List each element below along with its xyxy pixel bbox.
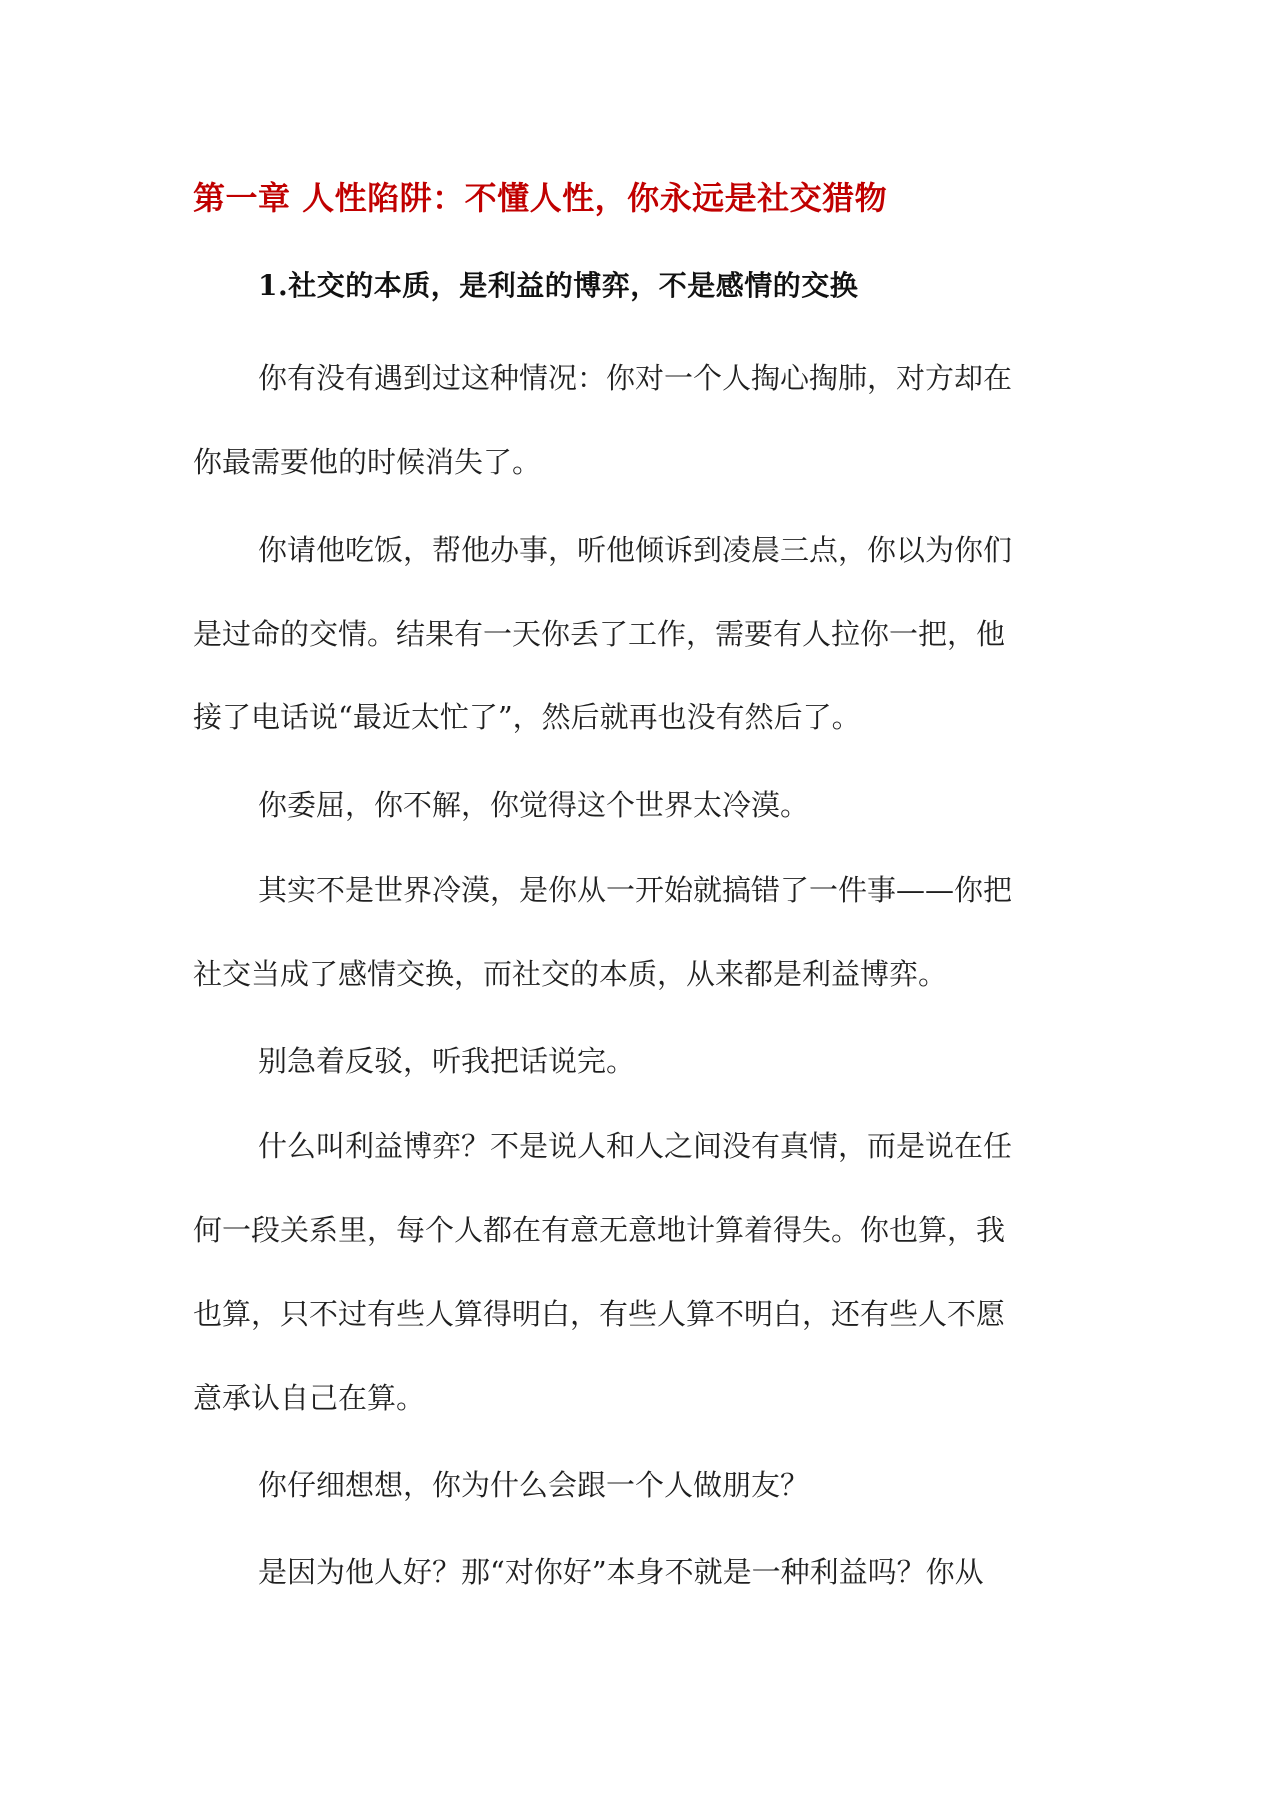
paragraph-5-line-1: 别急着反驳，听我把话说完。 xyxy=(258,1044,636,1078)
section-title: 1.社交的本质，是利益的博弈，不是感情的交换 xyxy=(258,269,859,302)
chapter-title: 第一章 人性陷阱：不懂人性，你永远是社交猎物 xyxy=(193,179,888,217)
paragraph-6-line-1: 什么叫利益博弈？不是说人和人之间没有真情，而是说在任 xyxy=(258,1129,1013,1163)
paragraph-8-line-1: 是因为他人好？那“对你好”本身不就是一种利益吗？你从 xyxy=(258,1555,984,1589)
paragraph-4-line-2: 社交当成了感情交换，而社交的本质，从来都是利益博弈。 xyxy=(193,957,948,991)
paragraph-1-line-2: 你最需要他的时候消失了。 xyxy=(193,445,542,479)
paragraph-6-line-4: 意承认自己在算。 xyxy=(193,1381,426,1415)
paragraph-3-line-1: 你委屈，你不解，你觉得这个世界太冷漠。 xyxy=(258,788,810,822)
paragraph-2-line-2: 是过命的交情。结果有一天你丢了工作，需要有人拉你一把，他 xyxy=(193,617,1006,651)
paragraph-6-line-2: 何一段关系里，每个人都在有意无意地计算着得失。你也算，我 xyxy=(193,1213,1006,1247)
paragraph-4-line-1: 其实不是世界冷漠，是你从一开始就搞错了一件事——你把 xyxy=(258,873,1013,907)
paragraph-1-line-1: 你有没有遇到过这种情况：你对一个人掏心掏肺，对方却在 xyxy=(258,361,1013,395)
paragraph-2-line-3: 接了电话说“最近太忙了”，然后就再也没有然后了。 xyxy=(193,700,861,734)
paragraph-6-line-3: 也算，只不过有些人算得明白，有些人算不明白，还有些人不愿 xyxy=(193,1297,1006,1331)
paragraph-7-line-1: 你仔细想想，你为什么会跟一个人做朋友？ xyxy=(258,1468,810,1502)
paragraph-2-line-1: 你请他吃饭，帮他办事，听他倾诉到凌晨三点，你以为你们 xyxy=(258,533,1013,567)
